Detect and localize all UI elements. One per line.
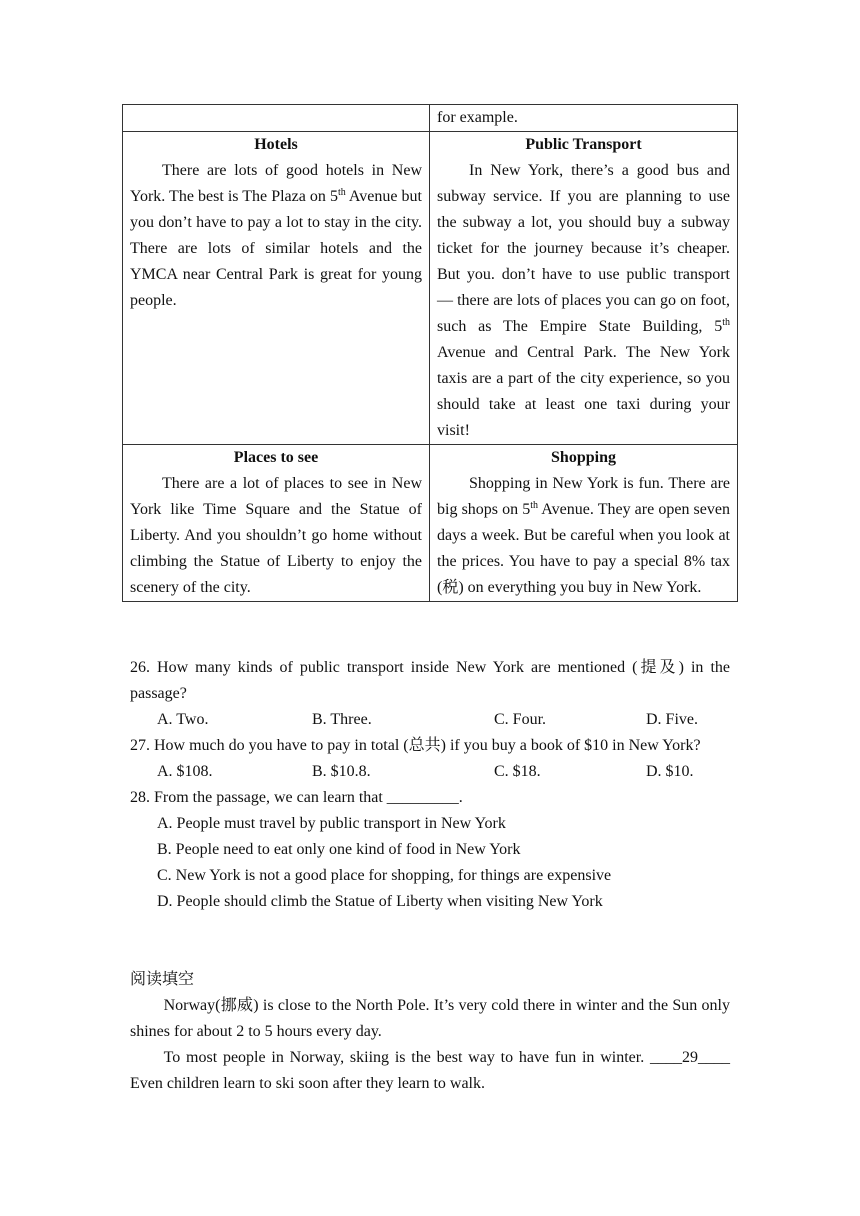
shopping-body-b: Avenue. They are open seven days a week. But be careful when you look at the prices. You have to pay a special 8% tax (税) on everything you buy in New York.: [437, 501, 730, 596]
hotels-title: Hotels: [254, 136, 298, 153]
continuation-cell: [430, 105, 738, 132]
transport-body: [437, 158, 730, 444]
question-27-stem: 27. How much do you have to pay in total (总共) if you buy a book of $10 in New York?: [130, 737, 701, 754]
option-a: A. $108.: [157, 763, 213, 780]
option-d: D. $10.: [646, 763, 694, 780]
option-d: D. People should climb the Statue of Liberty when visiting New York: [157, 893, 603, 910]
places-cell: [123, 445, 430, 602]
question-27-options: [130, 759, 730, 785]
continuation-text: for example.: [437, 109, 518, 126]
hotels-sup: th: [337, 187, 346, 198]
empty-cell: [123, 105, 430, 132]
table-row: [123, 445, 738, 602]
questions-section: [130, 655, 730, 915]
shopping-sup: th: [530, 500, 539, 511]
new-york-info-table: [122, 104, 738, 602]
transport-cell: [430, 132, 738, 445]
reading-fill-section: [130, 967, 730, 1097]
places-title: Places to see: [233, 449, 319, 466]
transport-body-b: Avenue and Central Park. The New York taxis are a part of the city experience, so you should take at least one taxi during your visit!: [437, 344, 730, 439]
question-26-options: [130, 707, 730, 733]
hotels-body: [130, 158, 422, 314]
section-heading: 阅读填空: [130, 971, 195, 988]
transport-body-a: In New York, there’s a good bus and subway service. If you are planning to use the subway a lot, you should buy a subway ticket for the journey because it’s cheaper. But you. don’t have to use public transport — there are lots of places you can go on foot, such as The Empire State Building, 5: [437, 162, 730, 335]
table-row: [123, 105, 738, 132]
hotels-body-b: Avenue but you don’t have to pay a lot to stay in the city. There are lots of similar hotels and the YMCA near Central Park is great for young people.: [130, 188, 423, 309]
option-c: C. New York is not a good place for shopping, for things are expensive: [157, 867, 612, 884]
option-c: C. Four.: [494, 711, 547, 728]
shopping-body: [437, 471, 730, 601]
option-b: B. $10.8.: [312, 763, 371, 780]
option-b: B. Three.: [312, 711, 372, 728]
transport-sup: th: [722, 317, 730, 328]
paragraph-1: Norway(挪威) is close to the North Pole. It’s very cold there in winter and the Sun only shines for about 2 to 5 hours every day.: [130, 997, 730, 1040]
option-a: A. Two.: [157, 711, 209, 728]
hotels-body-a: There are lots of good hotels in New York. The best is The Plaza on 5: [130, 162, 422, 205]
option-d: D. Five.: [646, 711, 698, 728]
option-a: A. People must travel by public transport in New York: [157, 815, 506, 832]
question-26-stem: 26. How many kinds of public transport inside New York are mentioned (提及) in the passage?: [130, 659, 730, 702]
shopping-body-a: Shopping in New York is fun. There are big shops on 5: [437, 475, 730, 518]
paragraph-2: To most people in Norway, skiing is the best way to have fun in winter. ____29____ Even children learn to ski soon after they learn to walk.: [130, 1049, 730, 1092]
hotels-cell: [123, 132, 430, 445]
shopping-cell: [430, 445, 738, 602]
option-c: C. $18.: [494, 763, 541, 780]
shopping-title: Shopping: [551, 449, 616, 466]
option-b: B. People need to eat only one kind of food in New York: [157, 841, 521, 858]
question-28-stem: 28. From the passage, we can learn that _________.: [130, 789, 463, 806]
places-body: There are a lot of places to see in New York like Time Square and the Statue of Liberty. And you shouldn’t go home without climbing the Statue of Liberty to enjoy the scenery of the city.: [130, 475, 422, 596]
table-row: [123, 132, 738, 445]
transport-title: Public Transport: [525, 136, 642, 153]
